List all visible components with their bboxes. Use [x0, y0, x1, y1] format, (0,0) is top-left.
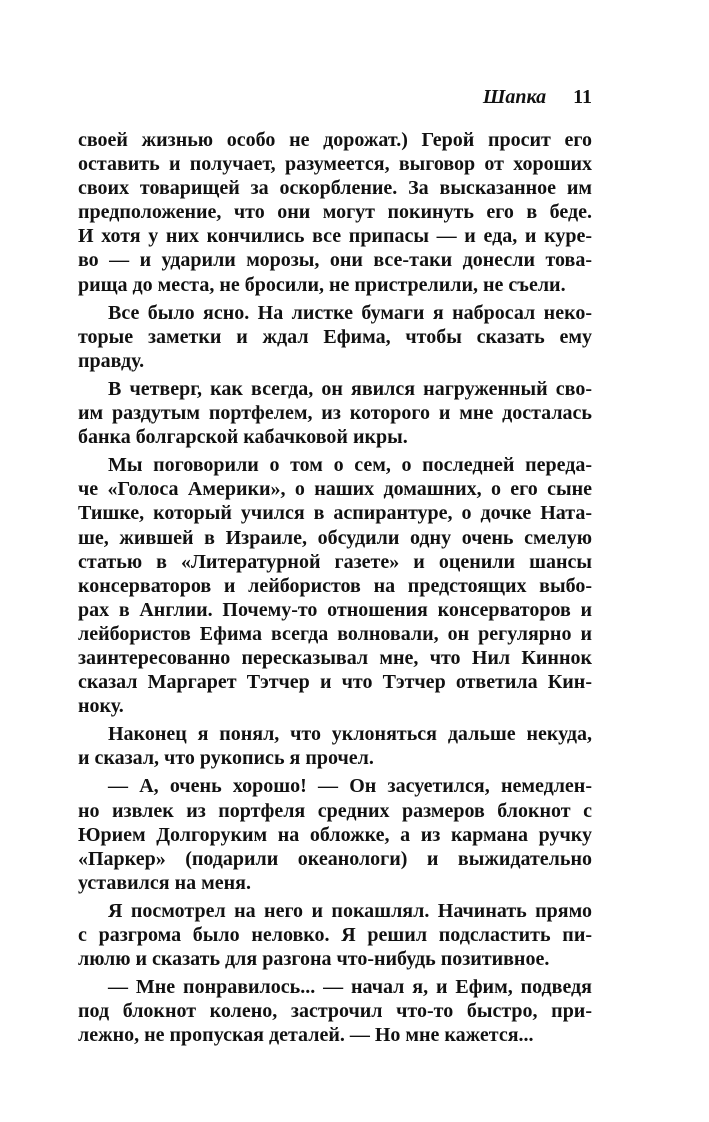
text-line: И хотя у них кончились все припасы — и еда, и куре-	[78, 225, 592, 248]
text-line: Мы поговорили о том о сем, о последней переда-	[108, 454, 592, 477]
text-line: Все было ясно. На листке бумаги я набросал неко-	[108, 301, 592, 324]
text-line: правду.	[78, 349, 145, 372]
body-text	[78, 128, 592, 1047]
text-line: оставить и получает, разумеется, выговор от хороших	[78, 153, 592, 176]
text-line: своих товарищей за оскорбление. За высказанное им	[78, 177, 592, 200]
book-page	[78, 0, 592, 1122]
text-line: Тишке, который учился в аспирантуре, о дочке Ната-	[78, 502, 592, 525]
paragraph	[78, 128, 592, 297]
text-line: рах в Англии. Почему-то отношения консерваторов и	[78, 598, 592, 621]
text-line: своей жизнью особо не дорожат.) Герой просит его	[78, 129, 592, 151]
text-line: че «Голоса Америки», о наших домашних, о его сыне	[78, 478, 592, 501]
text-line: ноку.	[78, 695, 124, 718]
text-line: заинтересованно пересказывал мне, что Нил Киннок	[78, 646, 592, 669]
text-line: предположение, что они могут покинуть его в беде.	[78, 201, 592, 224]
text-line: Юрием Долгоруким на обложке, а из кармана ручку	[78, 823, 592, 846]
text-line: но извлек из портфеля средних размеров блокнот с	[78, 799, 592, 822]
text-line: — Мне понравилось... — начал я, и Ефим, подведя	[108, 976, 592, 999]
running-title: Шапка	[482, 86, 547, 108]
text-line: уставился на меня.	[78, 871, 251, 894]
text-line: торые заметки и ждал Ефима, чтобы сказать ему	[78, 325, 592, 348]
paragraph	[78, 301, 592, 373]
text-line: лейбористов Ефима всегда волновали, он регулярно и	[78, 622, 592, 645]
text-line: банка болгарской кабачковой икры.	[78, 426, 408, 449]
paragraph	[78, 774, 592, 894]
text-line: «Паркер» (подарили океанологи) и выжидательно	[78, 847, 592, 870]
text-line: им раздутым портфелем, из которого и мне досталась	[78, 402, 592, 425]
paragraph	[78, 377, 592, 449]
page-number: 11	[573, 86, 592, 108]
text-line: люлю и сказать для разгона что-нибудь позитивное.	[78, 948, 550, 971]
text-line: лежно, не пропуская деталей. — Но мне кажется...	[78, 1024, 534, 1047]
text-line: и сказал, что рукопись я прочел.	[78, 747, 374, 770]
text-line: ше, жившей в Израиле, обсудили одну очень смелую	[78, 526, 592, 549]
text-line: Я посмотрел на него и покашлял. Начинать прямо	[108, 899, 592, 922]
text-line: — А, очень хорошо! — Он засуетился, немедлен-	[108, 775, 592, 798]
text-line: статью в «Литературной газете» и оценили шансы	[78, 550, 592, 573]
text-line: сказал Маргарет Тэтчер и что Тэтчер ответила Кин-	[78, 671, 592, 694]
paragraph	[78, 453, 592, 718]
text-line: рища до места, не бросили, не пристрелили, не съели.	[78, 273, 566, 296]
text-line: консерваторов и лейбористов на предстоящих выбо-	[78, 574, 592, 597]
text-line: Наконец я понял, что уклоняться дальше некуда,	[108, 723, 592, 746]
paragraph	[78, 899, 592, 971]
text-line: с разгрома было неловко. Я решил подсластить пи-	[78, 924, 592, 946]
paragraph	[78, 975, 592, 1047]
text-line: В четверг, как всегда, он явился нагруженный сво-	[108, 377, 592, 400]
running-head	[483, 84, 592, 110]
paragraph	[78, 722, 592, 770]
text-line: во — и ударили морозы, они все-таки донесли това-	[78, 249, 592, 272]
text-line: под блокнот колено, застрочил что-то быстро, при-	[78, 1000, 592, 1023]
